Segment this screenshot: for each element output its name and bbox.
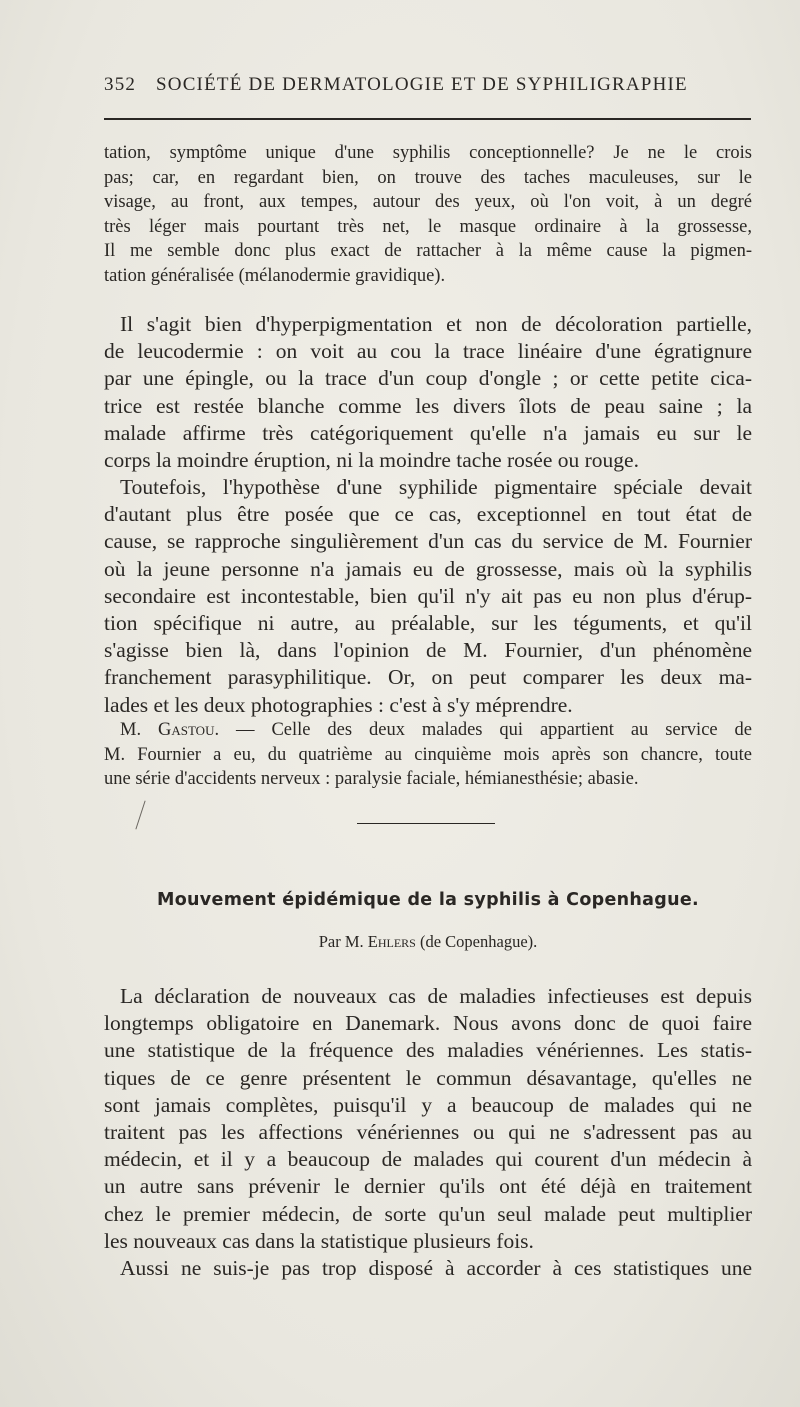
running-head [104, 74, 754, 96]
text-line: les nouveaux cas dans la statistique plusieurs fois. [104, 1228, 534, 1253]
article-title: Mouvement épidémique de la syphilis à Copenhague. [157, 890, 699, 910]
margin-mark [135, 801, 145, 830]
text-line: Toutefois, l'hypothèse d'une syphilide pigmentaire spéciale devait [120, 475, 752, 499]
text-line: lades et les deux photographies : c'est à s'y méprendre. [104, 692, 573, 717]
text-line: visage, au front, aux tempes, autour des yeux, où l'on voit, à un degré [104, 192, 752, 213]
text-line: tation, symptôme unique d'une syphilis conceptionnelle? Je ne le crois [104, 143, 752, 163]
text-line: malade affirme très catégoriquement qu'elle n'a jamais eu sur le [104, 420, 752, 445]
paragraph-aussi [104, 1255, 752, 1282]
byline-prefix: Par M. [318, 932, 368, 951]
text-line: franchement parasyphilitique. Or, on peut comparer les deux ma- [104, 665, 752, 690]
first-line-rest: . — Celle des deux malades qui appartient au service de [214, 720, 752, 740]
text-line: longtemps obligatoire en Danemark. Nous avons donc de quoi faire [104, 1011, 752, 1036]
header-rule [104, 118, 751, 120]
text-line: trice est restée blanche comme les divers îlots de peau saine ; la [104, 393, 752, 418]
text-line: tation généralisée (mélanodermie gravidique). [104, 265, 446, 286]
text-line: traitent pas les affections vénériennes ou qui ne s'adressent pas au [104, 1120, 752, 1145]
text-line: médecin, et il y a beaucoup de malades qui courent d'un médecin à [104, 1147, 752, 1172]
speaker-prefix: M. [120, 720, 158, 740]
text-line: cause, se rapproche singulièrement d'un cas du service de M. Fournier [104, 529, 752, 554]
page-number: 352 [104, 74, 137, 95]
text-line: tiques de ce genre présentent le commun désavantage, qu'elles ne [104, 1065, 752, 1090]
text-line: d'autant plus être posée que ce cas, exceptionnel en tout état de [104, 502, 752, 527]
paragraph-hyperpigmentation [104, 311, 752, 474]
paragraph-gastou-remark [104, 718, 752, 792]
paragraph-continuation [104, 141, 752, 289]
text-line: s'agisse bien là, dans l'opinion de M. Fournier, d'un phénomène [104, 638, 752, 663]
author-name: Ehlers [367, 932, 416, 951]
text-line [104, 718, 752, 743]
text-line: corps la moindre éruption, ni la moindre tache rosée ou rouge. [104, 448, 639, 473]
text-line: une série d'accidents nerveux : paralysie faciale, hémianesthésie; abasie. [104, 769, 639, 790]
text-line: Il me semble donc plus exact de rattacher à la même cause la pigmen- [104, 241, 752, 262]
paragraph-declaration [104, 983, 752, 1255]
text-line: par une épingle, ou la trace d'un coup d'ongle ; or cette petite cica- [104, 366, 752, 391]
text-line: où la jeune personne n'a jamais eu de grossesse, mais où la syphilis [104, 556, 752, 581]
text-line: sont jamais complètes, puisqu'il y a beaucoup de malades qui ne [104, 1092, 752, 1117]
text-line: pas; car, en regardant bien, on trouve des taches maculeuses, sur le [104, 167, 752, 188]
article-byline [104, 932, 752, 952]
speaker-name: Gastou [158, 720, 215, 740]
text-line: de leucodermie : on voit au cou la trace linéaire d'une égratignure [104, 339, 752, 364]
text-line: tion spécifique ni autre, au préalable, sur les téguments, et qu'il [104, 611, 752, 636]
text-line: très léger mais pourtant très net, le masque ordinaire à la grossesse, [104, 216, 752, 237]
text-line: M. Fournier a eu, du quatrième au cinquième mois après son chancre, toute [104, 744, 752, 765]
running-title: SOCIÉTÉ DE DERMATOLOGIE ET DE SYPHILIGRAPHIE [156, 74, 688, 95]
paragraph-hypothesis [104, 474, 752, 719]
text-line: Il s'agit bien d'hyperpigmentation et non de décoloration partielle, [120, 312, 752, 336]
section-separator [357, 823, 495, 824]
text-line: chez le premier médecin, de sorte qu'un seul malade peut multiplier [104, 1201, 752, 1226]
text-line: un autre sans prévenir le dernier qu'ils ont été déjà en traitement [104, 1174, 752, 1199]
text-line: secondaire est incontestable, bien qu'il n'y ait pas eu non plus d'érup- [104, 583, 752, 608]
byline-suffix: (de Copenhague). [415, 932, 538, 951]
text-line: La déclaration de nouveaux cas de maladies infectieuses est depuis [120, 984, 752, 1008]
text-line: Aussi ne suis-je pas trop disposé à accorder à ces statistiques une [120, 1256, 752, 1280]
text-line: une statistique de la fréquence des maladies vénériennes. Les statis- [104, 1038, 752, 1063]
